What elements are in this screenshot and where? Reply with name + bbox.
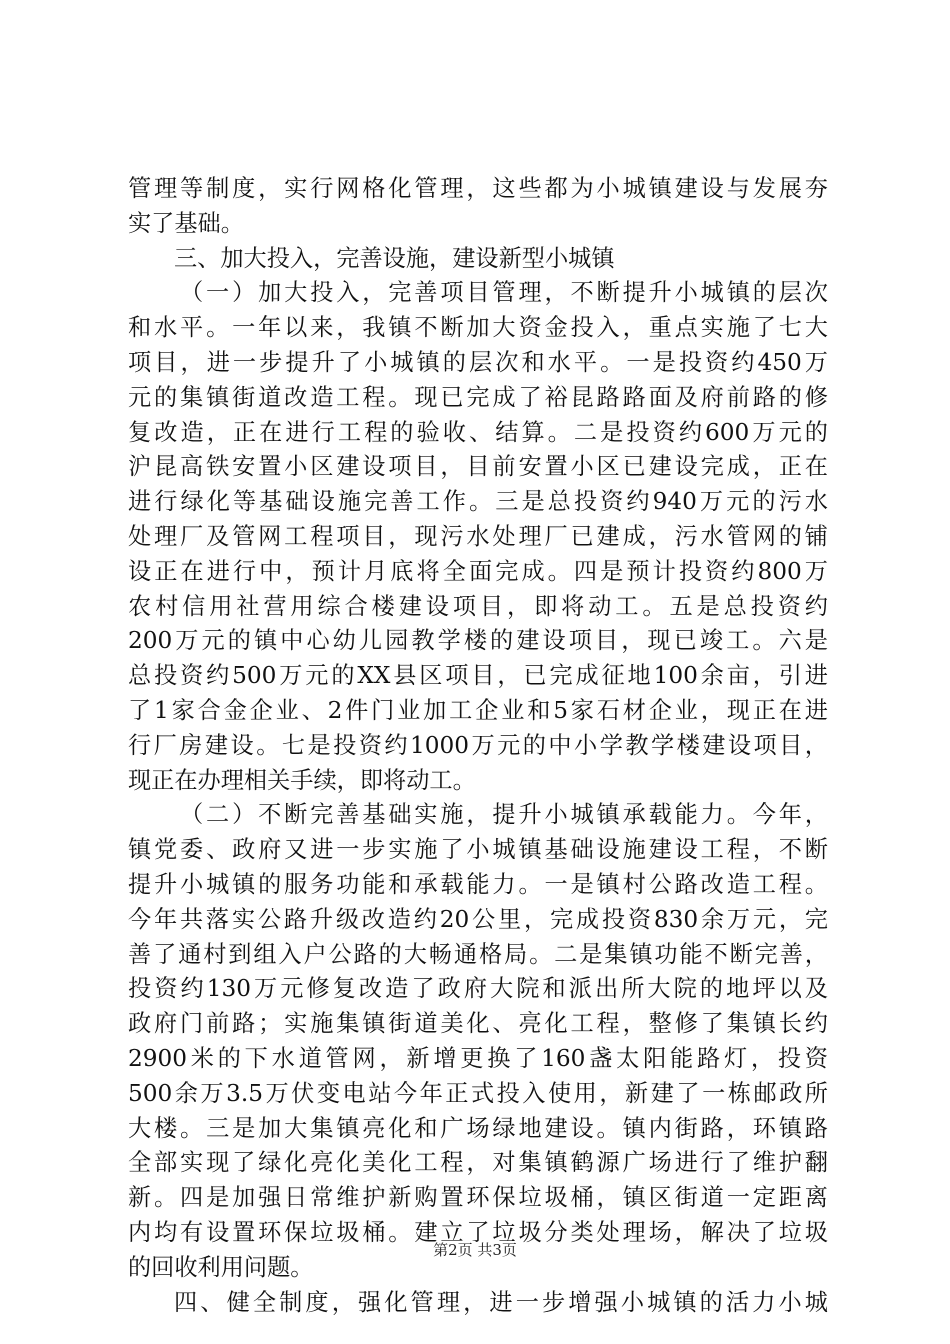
text-line: 现正在办理相关手续，即将动工。 [128, 766, 476, 794]
text-line: 投资约130万元修复改造了政府大院和派出所大院的地坪以及 [128, 975, 828, 1003]
text-line: 内均有设置环保垃圾桶。建立了垃圾分类处理场，解决了垃圾 [128, 1218, 828, 1246]
text-line: 镇党委、政府又进一步实施了小城镇基础设施建设工程，不断 [128, 836, 828, 864]
text-line: 总投资约500万元的XX县区项目，已完成征地100余亩，引进 [128, 662, 828, 690]
text-line: 大楼。三是加大集镇亮化和广场绿地建设。镇内街路，环镇路 [128, 1114, 828, 1142]
text-line: 行厂房建设。七是投资约1000万元的中小学教学楼建设项目， [128, 731, 828, 759]
text-line: 新。四是加强日常维护新购置环保垃圾桶，镇区街道一定距离 [128, 1184, 828, 1212]
text-line: 200万元的镇中心幼儿园教学楼的建设项目，现已竣工。六是 [128, 627, 828, 655]
text-line: 复改造，正在进行工程的验收、结算。二是投资约600万元的 [128, 418, 828, 446]
text-line: 政府门前路；实施集镇街道美化、亮化工程，整修了集镇长约 [128, 1010, 828, 1038]
text-line: （一）加大投入，完善项目管理，不断提升小城镇的层次 [180, 279, 828, 307]
text-line: 善了通村到组入户公路的大畅通格局。二是集镇功能不断完善， [128, 940, 828, 968]
text-line: 项目，进一步提升了小城镇的层次和水平。一是投资约450万 [128, 348, 828, 376]
text-line: 处理厂及管网工程项目，现污水处理厂已建成，污水管网的铺 [128, 522, 828, 550]
text-line: 实了基础。 [128, 209, 244, 237]
page-footer: 第2页 共3页 [433, 1241, 517, 1259]
text-line: 和水平。一年以来，我镇不断加大资金投入，重点实施了七大 [128, 314, 828, 342]
text-line: 管理等制度，实行网格化管理，这些都为小城镇建设与发展夯 [128, 175, 828, 202]
text-line: （二）不断完善基础实施，提升小城镇承载能力。今年， [180, 801, 828, 829]
document-body [128, 172, 828, 1320]
text-line: 三、加大投入，完善设施，建设新型小城镇 [174, 244, 615, 272]
text-line: 500余万3.5万伏变电站今年正式投入使用，新建了一栋邮政所 [128, 1079, 828, 1107]
text-line: 今年共落实公路升级改造约20公里，完成投资830余万元，完 [128, 905, 828, 933]
text-line: 农村信用社营用综合楼建设项目，即将动工。五是总投资约 [128, 592, 828, 620]
text-line: 2900米的下水道管网，新增更换了160盏太阳能路灯，投资 [128, 1044, 828, 1072]
text-line: 元的集镇街道改造工程。现已完成了裕昆路路面及府前路的修 [128, 383, 828, 411]
text-line: 了1家合金企业、2件门业加工企业和5家石材企业，现正在进 [128, 696, 828, 724]
text-line: 设正在进行中，预计月底将全面完成。四是预计投资约800万 [128, 557, 828, 585]
text-line: 沪昆高铁安置小区建设项目，目前安置小区已建设完成，正在 [128, 453, 828, 481]
text-line: 全部实现了绿化亮化美化工程，对集镇鹤源广场进行了维护翻 [128, 1149, 828, 1177]
text-line: 进行绿化等基础设施完善工作。三是总投资约940万元的污水 [128, 488, 828, 516]
text-line: 的回收利用问题。 [128, 1253, 314, 1281]
text-line: 四、健全制度，强化管理，进一步增强小城镇的活力小城 [174, 1288, 828, 1316]
text-line: 提升小城镇的服务功能和承载能力。一是镇村公路改造工程。 [128, 870, 828, 898]
